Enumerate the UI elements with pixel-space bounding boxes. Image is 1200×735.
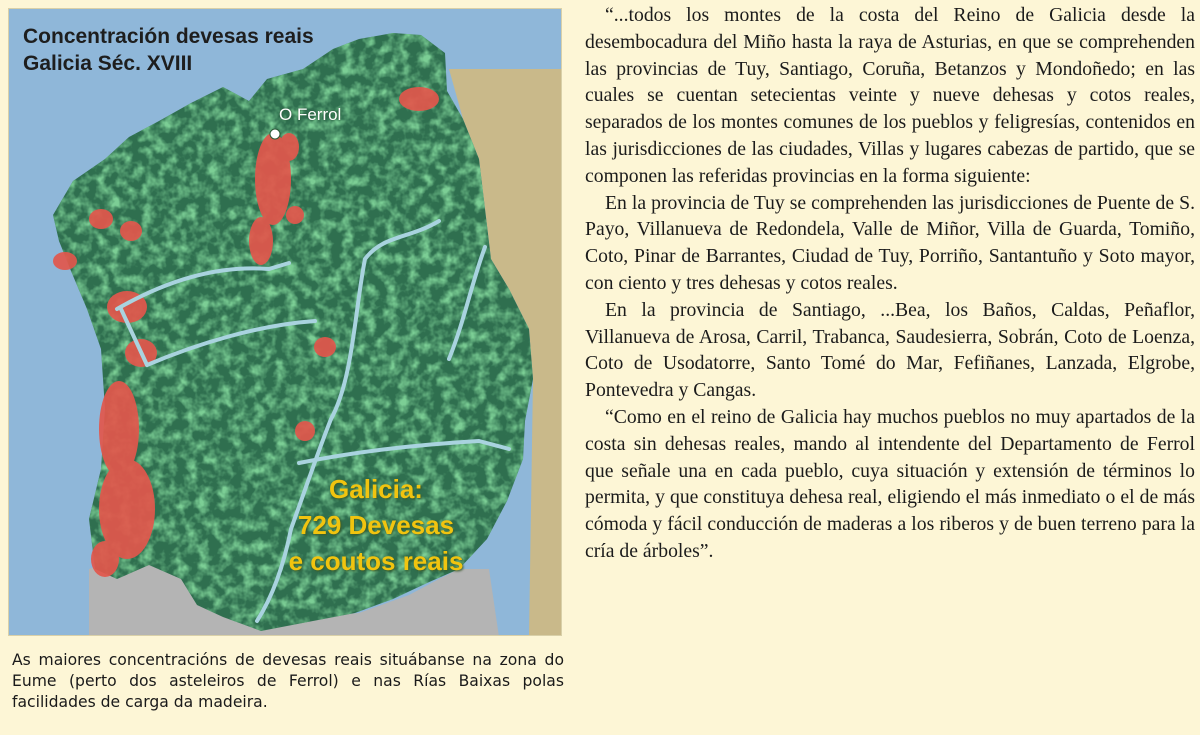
overlay-line3: e coutos reais [288, 546, 464, 576]
devesa-cluster [91, 541, 119, 577]
map-title-line1: Concentración devesas reais [23, 25, 314, 48]
quote-paragraph: “...todos los montes de la costa del Reino de Galicia desde la desembocadura del Miño hasta la raya de Asturias, en que se comprehenden las provincias de Tuy, Santiago, Coruña, Betanzos y Mondoñedo; en las cuales se cuentan setecientas veinte y nueve dehesas y cotos reales, separados de los montes comunes de los pueblos y feligresías, contenidos en las jurisdicciones de las ciudades, Villas y lugares cabezas de partido, que se componen las referidas provincias en la forma siguiente: [585, 4, 1195, 187]
quote-column [585, 2, 1195, 732]
ferrol-label: O Ferrol [279, 105, 342, 124]
map-overlay-text [271, 471, 481, 579]
devesa-cluster [314, 337, 336, 357]
ferrol-marker-icon [270, 129, 280, 139]
map-title [23, 23, 314, 77]
overlay-line2: 729 Devesas [297, 510, 455, 540]
map-title-line2: Galicia Séc. XVIII [23, 52, 193, 75]
devesa-cluster [279, 133, 299, 161]
devesa-cluster [249, 217, 273, 265]
map-caption: As maiores concentracións de devesas reais situábanse na zona do Eume (perto dos asteleiros de Ferrol) e nas Rías Baixas polas facilidades de carga da madeira. [12, 651, 564, 711]
quote-paragraph: En la provincia de Santiago, ...Bea, los Baños, Caldas, Peñaflor, Villanueva de Arosa, Carril, Trabanca, Saudesierra, Sobrán, Coto de Loenza, Coto de Usodatorre, Santo Tomé do Mar, Fefiñanes, Lanzada, Elgrobe, Pontevedra y Cangas. [585, 298, 1195, 402]
devesa-cluster [286, 206, 304, 224]
devesa-cluster [295, 421, 315, 441]
devesa-cluster [120, 221, 142, 241]
overlay-line1: Galicia: [329, 474, 423, 504]
devesa-cluster [53, 252, 77, 270]
quote-paragraph: En la provincia de Tuy se comprehenden las jurisdicciones de Puente de S. Payo, Villanueva de Redondela, Valle de Miñor, Villa de Guarda, Tomiño, Coto, Pinar de Barrantes, Ciudad de Tuy, Porriño, Santantuño y Soto mayor, con ciento y tres dehesas y cotos reales. [585, 191, 1195, 294]
devesa-cluster [399, 87, 439, 111]
map-panel [8, 8, 562, 636]
devesa-cluster [89, 209, 113, 229]
quote-paragraph: “Como en el reino de Galicia hay muchos pueblos no muy apartados de la costa sin dehesas reales, mando al intendente del Departamento de Ferrol que señale una en cada pueblo, cuya situación y extensión de términos lo permita, y que constituya dehesa real, eligiendo el más inmediato o el de más cómoda y fácil conducción de maderas a los riberos y de buen terreno para la cría de árboles”. [585, 405, 1195, 562]
